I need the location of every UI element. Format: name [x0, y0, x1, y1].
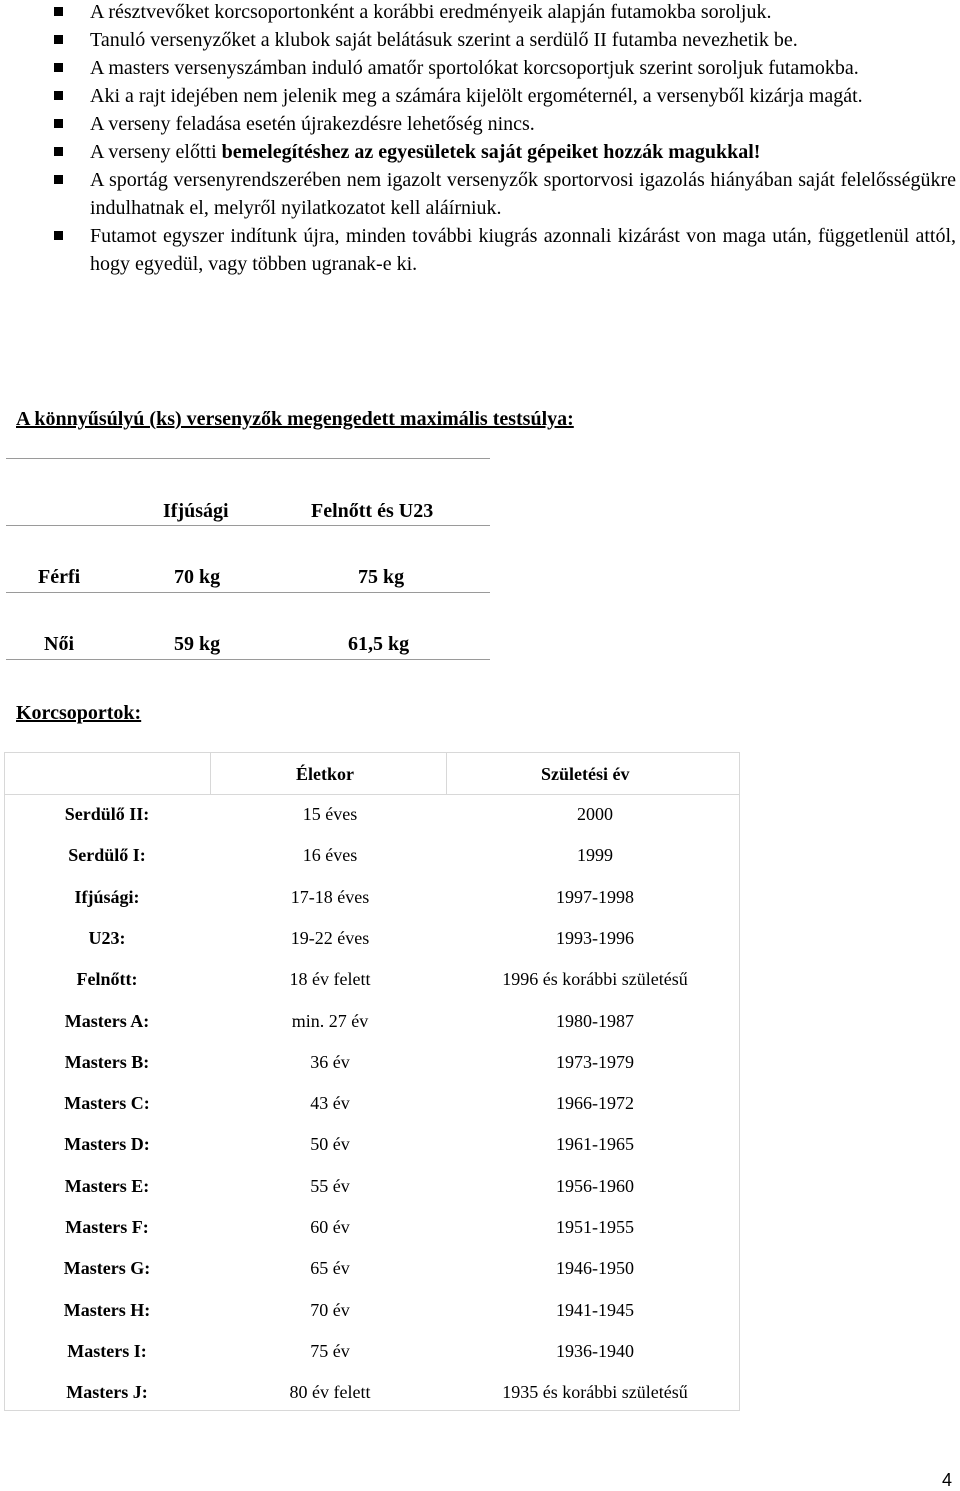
table-row: [4, 1331, 740, 1372]
birth-years: 1973-1979: [556, 1051, 634, 1072]
page-number: 4: [941, 1470, 952, 1490]
weight-cell-ferfi-ifjusagi: 70 kg: [174, 566, 221, 588]
table-row: [4, 1372, 740, 1413]
age-group-label: Masters H:: [63, 1299, 151, 1320]
weight-cell-noi-ifjusagi: 59 kg: [174, 633, 221, 655]
table-row: [4, 1083, 740, 1124]
bullet-square-icon: [54, 63, 63, 72]
birth-years: 1999: [577, 845, 613, 866]
table-row: [4, 877, 740, 918]
age-group-label: Ifjúsági:: [74, 886, 140, 907]
rule-text: Tanuló versenyzőket a klubok saját belátásuk szerint a serdülő II futamba nevezhetik be.: [90, 29, 798, 51]
weight-row-label-noi: Női: [44, 633, 74, 655]
age-group-label: Serdülő I:: [68, 845, 146, 866]
rule-item: [54, 54, 956, 82]
rule-text: A sportág versenyrendszerében nem igazolt versenyzők sportorvosi igazolás hiányában saját felelősségükre indulhatnak el, melyről nyilatkozatot kell aláírniuk.: [90, 169, 956, 219]
birth-years: 1951-1955: [556, 1217, 634, 1237]
rule-item: [54, 0, 956, 26]
birth-years: 2000: [577, 804, 613, 824]
rule-text-bold: bemelegítéshez az egyesületek saját gépeiket hozzák magukkal!: [221, 141, 761, 163]
weight-table-rule: [6, 659, 490, 660]
age-group-label: Serdülő II:: [64, 804, 150, 824]
age-range: 80 év felett: [289, 1382, 371, 1403]
table-row: [4, 918, 740, 959]
table-row: [4, 959, 740, 1000]
age-range: 43 év: [310, 1093, 350, 1114]
table-row: [4, 794, 740, 835]
age-group-label: Masters G:: [63, 1258, 151, 1279]
weight-cell-noi-felnott: 61,5 kg: [348, 633, 410, 655]
age-range: 65 év: [310, 1258, 350, 1279]
age-group-label: Masters E:: [64, 1175, 150, 1196]
table-row: [4, 1001, 740, 1042]
age-range: 15 éves: [302, 804, 358, 824]
table-row: [4, 1166, 740, 1207]
age-group-label: Masters B:: [64, 1051, 150, 1072]
table-row: [4, 1124, 740, 1165]
weight-row-label-ferfi: Férfi: [38, 566, 81, 588]
age-group-label: Masters D:: [64, 1134, 150, 1155]
age-group-label: Masters I:: [67, 1340, 147, 1361]
rule-text: A résztvevőket korcsoportonként a korábbi eredményeik alapján futamokba soroljuk.: [90, 1, 772, 23]
age-section-title: Korcsoportok:: [16, 702, 142, 724]
age-group-label: Masters C:: [64, 1093, 150, 1114]
birth-years: 1935 és korábbi születésű: [502, 1382, 688, 1403]
age-group-label: Masters J:: [66, 1382, 148, 1403]
rule-text: A verseny előtti: [90, 141, 222, 163]
table-row: [4, 1290, 740, 1331]
rule-item: [54, 26, 956, 54]
age-range: 18 év felett: [289, 969, 371, 990]
age-range: 17-18 éves: [290, 886, 370, 907]
age-range: 55 év: [310, 1175, 350, 1196]
age-range: 36 év: [310, 1051, 350, 1072]
age-col-header-szuletesi-ev: Születési év: [541, 764, 630, 784]
rule-item: [54, 222, 956, 278]
rule-text: Futamot egyszer indítunk újra, minden további kiugrás azonnali kizárást von maga után, függetlenül attól, hogy egyedül, vagy többen ugranak-e ki.: [90, 225, 956, 275]
age-table-divider: [446, 752, 447, 794]
birth-years: 1956-1960: [556, 1175, 634, 1196]
bullet-square-icon: [54, 175, 63, 184]
bullet-square-icon: [54, 91, 63, 100]
weight-cell-ferfi-felnott: 75 kg: [358, 566, 405, 588]
weight-table-rule: [6, 458, 490, 459]
weight-col-header-felnott: Felnőtt és U23: [311, 500, 434, 522]
age-col-header-eletkor: Életkor: [296, 764, 354, 784]
birth-years: 1941-1945: [556, 1299, 634, 1320]
bullet-square-icon: [54, 231, 63, 240]
table-row: [4, 1207, 740, 1248]
birth-years: 1980-1987: [556, 1010, 634, 1031]
rule-item: [54, 110, 956, 138]
age-range: 19-22 éves: [290, 927, 370, 948]
weight-section-title: A könnyűsúlyú (ks) versenyzők megengedett maximális testsúlya:: [16, 408, 574, 430]
bullet-square-icon: [54, 7, 63, 16]
age-range: 60 év: [310, 1217, 350, 1237]
rule-text: Aki a rajt idejében nem jelenik meg a számára kijelölt ergométernél, a versenyből kizárja magát.: [90, 85, 863, 107]
age-table-divider: [210, 752, 211, 794]
rule-item: [54, 138, 956, 166]
age-group-label: U23:: [88, 927, 126, 948]
bullet-square-icon: [54, 147, 63, 156]
birth-years: 1997-1998: [556, 886, 634, 907]
birth-years: 1996 és korábbi születésű: [502, 969, 688, 990]
age-group-label: Masters A:: [64, 1010, 150, 1031]
birth-years: 1993-1996: [556, 927, 634, 948]
weight-table-rule: [6, 525, 490, 526]
age-group-label: Felnőtt:: [76, 969, 138, 990]
rule-item: [54, 82, 956, 110]
rule-text: A verseny feladása esetén újrakezdésre lehetőség nincs.: [90, 113, 535, 135]
age-range: min. 27 év: [291, 1010, 369, 1031]
age-group-label: Masters F:: [65, 1217, 149, 1237]
table-row: [4, 835, 740, 876]
birth-years: 1966-1972: [556, 1093, 634, 1114]
age-range: 70 év: [310, 1299, 350, 1320]
bullet-square-icon: [54, 35, 63, 44]
birth-years: 1936-1940: [556, 1340, 634, 1361]
rules-list: [54, 0, 956, 278]
birth-years: 1946-1950: [556, 1258, 634, 1279]
table-row: [4, 1248, 740, 1289]
rule-text: A masters versenyszámban induló amatőr sportolókat korcsoportjuk szerint soroljuk futamokba.: [90, 57, 859, 79]
rule-item: [54, 166, 956, 222]
age-range: 50 év: [310, 1134, 350, 1155]
age-range: 16 éves: [302, 845, 358, 866]
weight-table-rule: [6, 592, 490, 593]
table-row: [4, 1042, 740, 1083]
weight-col-header-ifjusagi: Ifjúsági: [163, 500, 229, 522]
bullet-square-icon: [54, 119, 63, 128]
age-range: 75 év: [310, 1340, 350, 1361]
birth-years: 1961-1965: [556, 1134, 634, 1155]
